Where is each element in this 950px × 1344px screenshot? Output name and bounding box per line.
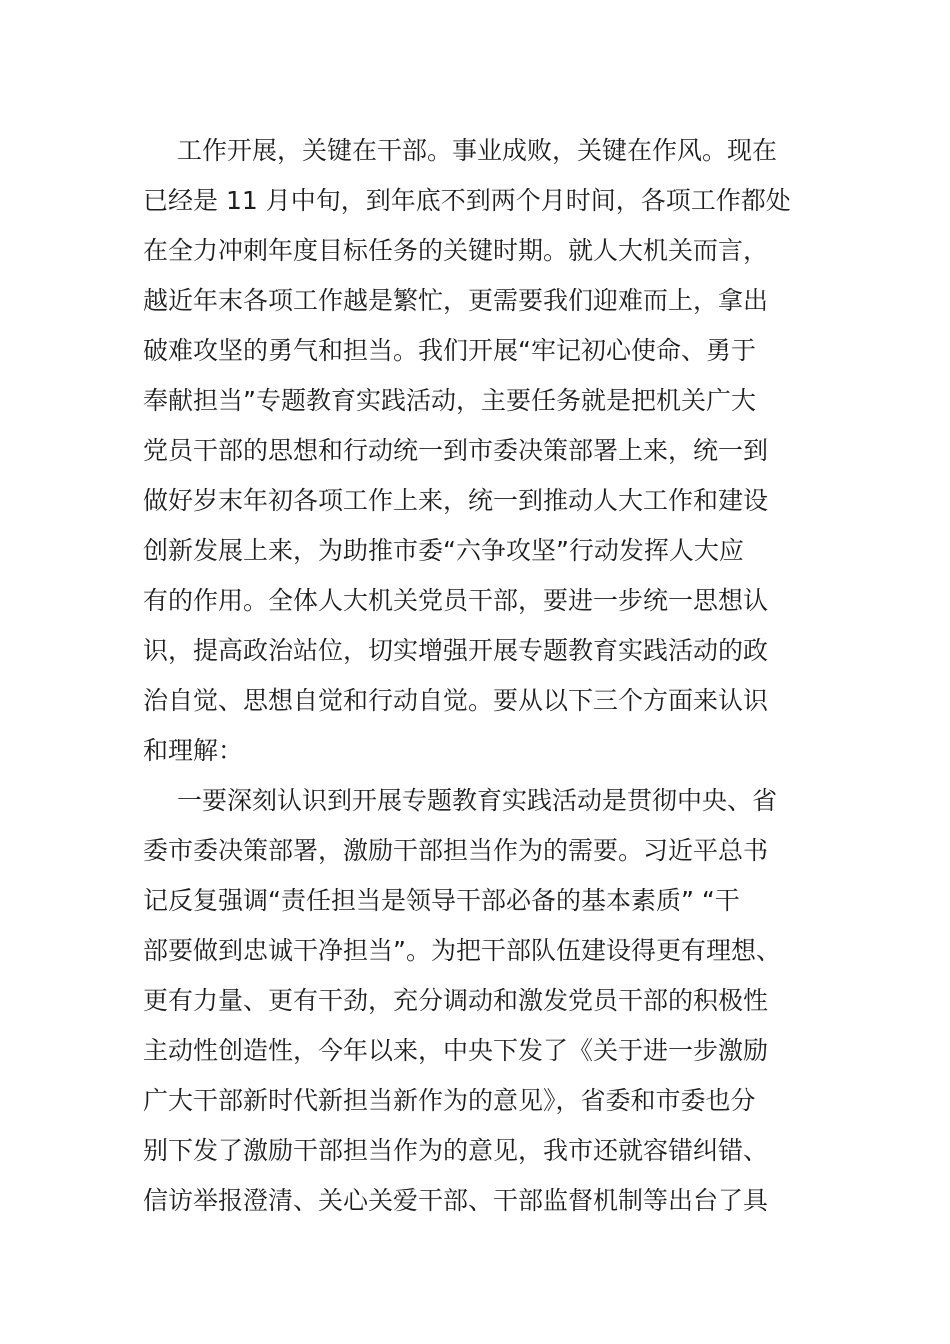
paragraph-intro (143, 126, 798, 776)
document-body (143, 126, 798, 1226)
text-line: 有的作用。全体人大机关党员干部，要进一步统一思想认 (143, 586, 769, 615)
text-line: 更有力量、更有干劲，充分调动和激发党员干部的积极性 (143, 986, 769, 1015)
text-line: 一要深刻认识到开展专题教育实践活动是贯彻中央、省 (177, 786, 778, 815)
text-line: 部要做到忠诚干净担当”。为把干部队伍建设得更有理想、 (143, 936, 781, 965)
text-line: 别下发了激励干部担当作为的意见，我市还就容错纠错、 (143, 1136, 769, 1165)
text-line: 识，提高政治站位，切实增强开展专题教育实践活动的政 (143, 636, 769, 665)
text-line: 已经是 11 月中旬，到年底不到两个月时间，各项工作都处 (143, 186, 791, 215)
text-line: 越近年末各项工作越是繁忙，更需要我们迎难而上，拿出 (143, 286, 769, 315)
text-line: 在全力冲刺年度目标任务的关键时期。就人大机关而言， (143, 236, 769, 265)
text-line: 广大干部新时代新担当新作为的意见》，省委和市委也分 (143, 1086, 756, 1115)
text-line: 奉献担当”专题教育实践活动，主要任务就是把机关广大 (143, 386, 756, 415)
text-line: 党员干部的思想和行动统一到市委决策部署上来，统一到 (143, 436, 769, 465)
text-line: 创新发展上来，为助推市委“六争攻坚”行动发挥人大应 (143, 536, 744, 565)
text-line: 主动性创造性，今年以来，中央下发了《关于进一步激励 (143, 1036, 769, 1065)
text-line: 破难攻坚的勇气和担当。我们开展“牢记初心使命、勇于 (143, 336, 756, 365)
paragraph-point-one (143, 776, 798, 1226)
text-line: 记反复强调“责任担当是领导干部必备的基本素质” “干 (143, 886, 740, 915)
text-line: 做好岁末年初各项工作上来，统一到推动人大工作和建设 (143, 486, 769, 515)
text-line: 信访举报澄清、关心关爱干部、干部监督机制等出台了具 (143, 1186, 769, 1215)
text-line: 委市委决策部署，激励干部担当作为的需要。习近平总书 (143, 836, 769, 865)
text-line: 和理解： (143, 736, 244, 765)
text-line: 工作开展，关键在干部。事业成败，关键在作风。现在 (177, 136, 778, 165)
text-line: 治自觉、思想自觉和行动自觉。要从以下三个方面来认识 (143, 686, 769, 715)
